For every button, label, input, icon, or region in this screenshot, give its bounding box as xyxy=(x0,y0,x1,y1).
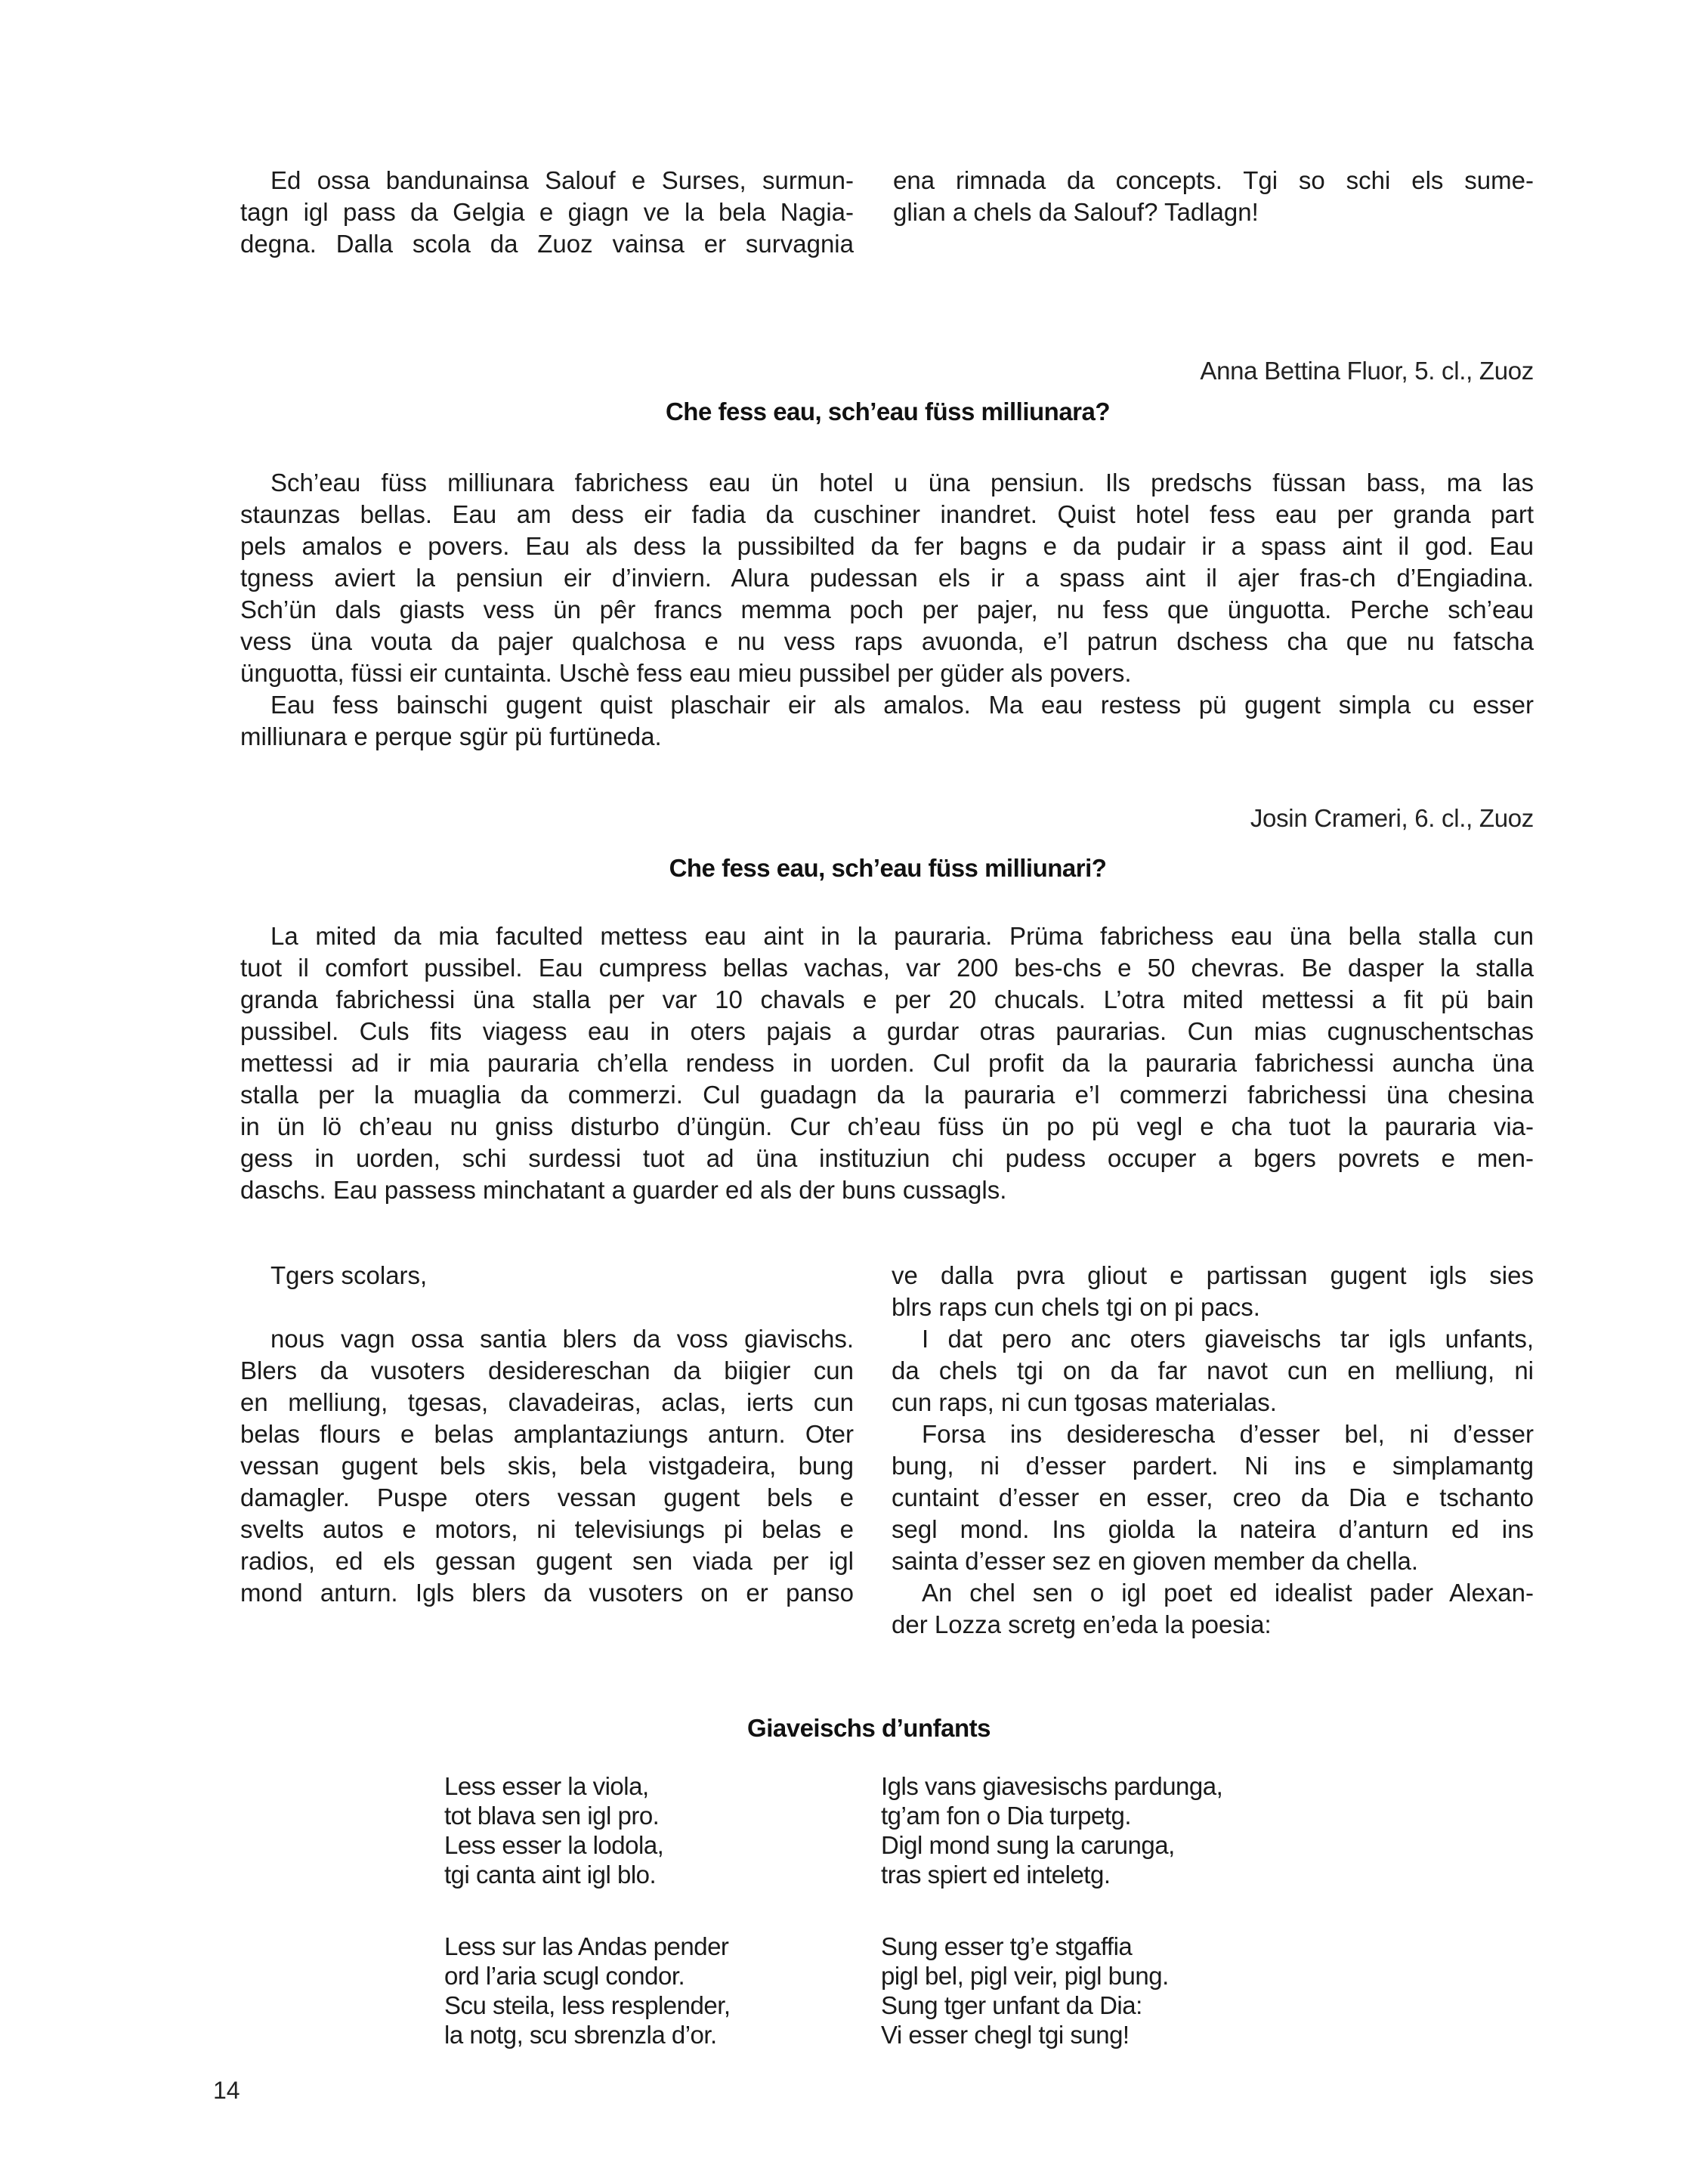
text-line: nous vagn ossa santia blers da voss giavischs. xyxy=(270,1325,854,1353)
text-line: segl mond. Ins giolda la nateira d’anturn ed ins xyxy=(892,1515,1534,1543)
poem-line: Sung esser tg’e stgaffia xyxy=(881,1932,1133,1960)
text-line: ünguotta, füssi eir cuntainta. Uschè fess eau mieu pussibel per güder als povers. xyxy=(240,659,1132,687)
text-line: daschs. Eau passess minchatant a guarder ed als der buns cussagls. xyxy=(240,1176,1007,1204)
poem-line: tg’am fon o Dia turpetg. xyxy=(881,1802,1132,1830)
text-line: granda fabrichessi üna stalla per var 10 chavals e per 20 chucals. L’otra mited mettessi a fit pü bain xyxy=(240,985,1534,1013)
text-line: sainta d’esser sez en gioven member da chella. xyxy=(892,1547,1419,1575)
poem-line: Digl mond sung la carunga, xyxy=(881,1831,1175,1859)
text-line: La mited da mia faculted mettess eau aint in la pauraria. Prüma fabrichess eau üna bella stalla cun xyxy=(270,922,1534,950)
text-line: der Lozza scretg en’eda la poesia: xyxy=(892,1610,1272,1638)
essay1-title: Che fess eau, sch’eau füss milliunara? xyxy=(665,398,1111,425)
poem-line: Sung tger unfant da Dia: xyxy=(881,1991,1142,2019)
text-line: tuot il comfort pussibel. Eau cumpress bellas vachas, var 200 bes-chs e 50 chevras. Be dasper la stalla xyxy=(240,954,1534,982)
letter-right-column xyxy=(892,1260,1534,1641)
text-line: en melliung, tgesas, clavadeiras, aclas, ierts cun xyxy=(240,1388,854,1416)
intro-right-column xyxy=(893,165,1534,228)
letter-left-column xyxy=(240,1260,854,1609)
text-line: staunzas bellas. Eau am dess eir fadia da cuschiner inandret. Quist hotel fess eau per granda part xyxy=(240,500,1534,528)
letter-salutation: Tgers scolars, xyxy=(270,1261,428,1289)
poem-line: Less esser la lodola, xyxy=(444,1831,664,1859)
text-line: gess in uorden, schi surdessi tuot ad üna instituziun chi pudess occuper a bgers povrets e men- xyxy=(240,1144,1534,1172)
poem-line: pigl bel, pigl veir, pigl bung. xyxy=(881,1962,1169,1990)
poem-line: la notg, scu sbrenzla d’or. xyxy=(444,2021,717,2049)
poem-stanza xyxy=(444,1771,731,1889)
poem-stanza xyxy=(444,1932,731,2049)
essay1-body xyxy=(240,467,1534,753)
poem-line: tgi canta aint igl blo. xyxy=(444,1861,657,1889)
text-line: milliunara e perque sgür pü furtüneda. xyxy=(240,722,662,750)
text-line: blrs raps cun chels tgi on pi pacs. xyxy=(892,1293,1260,1321)
poem-line: Scu steila, less resplender, xyxy=(444,1991,731,2019)
poem-line: ord l’aria scugl condor. xyxy=(444,1962,685,1990)
text-line: Sch’ün dals giasts vess ün pêr francs memma poch per pajer, nu fess que ünguotta. Perche sch’eau xyxy=(240,595,1534,623)
text-line: vess üna vouta da pajer qualchosa e nu vess raps avuonda, e’l patrun dschess cha que nu fatscha xyxy=(240,627,1534,655)
text-line: Eau fess bainschi gugent quist plaschair eir als amalos. Ma eau restess pü gugent simpla cu esser xyxy=(270,691,1534,719)
poem-left-column xyxy=(444,1771,731,2049)
text-line: bung, ni d’esser pardert. Ni ins e simplamantg xyxy=(892,1452,1534,1480)
essay2-body xyxy=(240,920,1534,1206)
text-line: stalla per la muaglia da commerzi. Cul guadagn da la pauraria e’l commerzi fabrichessi üna chesina xyxy=(240,1081,1534,1109)
poem-line: Vi esser chegl tgi sung! xyxy=(881,2021,1130,2049)
text-line: Sch’eau füss milliunara fabrichess eau ün hotel u üna pensiun. Ils predschs füssan bass, ma las xyxy=(270,469,1534,497)
poem-line: tras spiert ed inteletg. xyxy=(881,1861,1111,1889)
poem-line: tot blava sen igl pro. xyxy=(444,1802,660,1830)
intro-left-column xyxy=(240,165,854,260)
text-line: tagn igl pass da Gelgia e giagn ve la bela Nagia- xyxy=(240,198,854,226)
text-line: in ün lö ch’eau nu gniss disturbo d’üngün. Cur ch’eau füss ün po pü vegl e cha tuot la pauraria via- xyxy=(240,1112,1534,1140)
text-line: tgness aviert la pensiun eir d’inviern. Alura pudessan els ir a spass aint il ajer fras-ch d’Engiadina. xyxy=(240,564,1534,592)
text-line: belas flours e belas amplantaziungs anturn. Oter xyxy=(240,1420,854,1448)
poem-line: Less sur las Andas pender xyxy=(444,1932,729,1960)
essay1-byline: Anna Bettina Fluor, 5. cl., Zuoz xyxy=(1200,357,1534,385)
text-line: Forsa ins desiderescha d’esser bel, ni d’esser xyxy=(922,1420,1534,1448)
text-line: degna. Dalla scola da Zuoz vainsa er survagnia xyxy=(240,230,854,258)
essay2-title: Che fess eau, sch’eau füss milliunari? xyxy=(669,854,1107,882)
page-number: 14 xyxy=(213,2077,240,2104)
text-line: cuntaint d’esser en esser, creo da Dia e tschanto xyxy=(892,1483,1534,1511)
text-line: pels amalos e povers. Eau als dess la pussibilted da fer bagns e da pudair ir a spass aint il god. Eau xyxy=(240,532,1534,560)
text-line: radios, ed els gessan gugent sen viada per igl xyxy=(240,1547,854,1575)
poem-stanza xyxy=(881,1932,1222,2049)
text-line: An chel sen o igl poet ed idealist pader Alexan- xyxy=(922,1579,1534,1607)
text-line: ena rimnada da concepts. Tgi so schi els sume- xyxy=(893,166,1534,194)
text-line: mond anturn. Igls blers da vusoters on er panso xyxy=(240,1579,854,1607)
text-line: glian a chels da Salouf? Tadlagn! xyxy=(893,198,1259,226)
text-line: Ed ossa bandunainsa Salouf e Surses, surmun- xyxy=(270,166,854,194)
poem-line: Less esser la viola, xyxy=(444,1772,649,1800)
text-line: cun raps, ni cun tgosas materialas. xyxy=(892,1388,1277,1416)
text-line: damagler. Puspe oters vessan gugent bels e xyxy=(240,1483,854,1511)
text-line: vessan gugent bels skis, bela vistgadeira, bung xyxy=(240,1452,854,1480)
poem-title: Giaveischs d’unfants xyxy=(747,1714,991,1742)
text-line: ve dalla pvra gliout e partissan gugent igls sies xyxy=(892,1261,1534,1289)
poem-line: Igls vans giavesischs pardunga, xyxy=(881,1772,1223,1800)
text-line: mettessi ad ir mia pauraria ch’ella rendess in uorden. Cul profit da la pauraria fabrichessi auncha üna xyxy=(240,1049,1534,1077)
text-line: da chels tgi on da far navot cun en melliung, ni xyxy=(892,1356,1534,1384)
text-line: Blers da vusoters desidereschan da biigier cun xyxy=(240,1356,854,1384)
text-line: I dat pero anc oters giaveischs tar igls unfants, xyxy=(922,1325,1534,1353)
essay2-byline: Josin Crameri, 6. cl., Zuoz xyxy=(1250,804,1534,832)
text-line: svelts autos e motors, ni televisiungs pi belas e xyxy=(240,1515,854,1543)
text-line: pussibel. Culs fits viagess eau in oters pajais a gurdar otras paurarias. Cun mias cugnuschentschas xyxy=(240,1017,1534,1045)
poem-right-column xyxy=(881,1771,1222,2049)
poem-stanza xyxy=(881,1771,1222,1889)
